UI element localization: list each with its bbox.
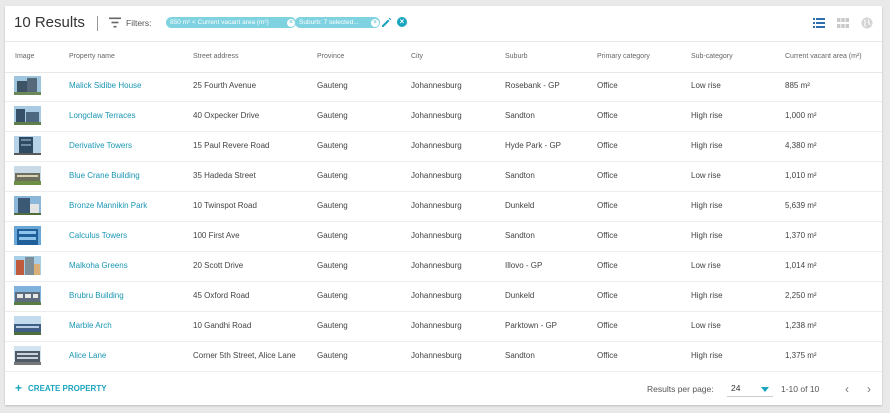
previous-page-icon[interactable]: ‹ — [845, 382, 849, 396]
sub-category-cell: High rise — [691, 231, 723, 240]
city-cell: Johannesburg — [411, 351, 462, 360]
pencil-icon[interactable] — [381, 17, 392, 28]
suburb-cell: Dunkeld — [505, 201, 535, 210]
province-cell: Gauteng — [317, 171, 348, 180]
table-row[interactable] — [5, 101, 882, 132]
filter-chip-label: Suburb: 7 selected... — [299, 19, 359, 26]
street-address-cell: 10 Gandhi Road — [193, 321, 252, 330]
results-toolbar — [5, 6, 882, 40]
street-address-cell: Corner 5th Street, Alice Lane — [193, 351, 296, 360]
table-footer — [5, 372, 882, 405]
city-cell: Johannesburg — [411, 261, 462, 270]
city-cell: Johannesburg — [411, 201, 462, 210]
primary-category-cell: Office — [597, 111, 618, 120]
vacant-area-cell: 1,000 m² — [785, 111, 817, 120]
property-name-link[interactable]: Bronze Mannikin Park — [69, 201, 148, 210]
column-header-vacant-area[interactable]: Current vacant area (m²) — [785, 53, 862, 60]
list-view-icon[interactable] — [813, 18, 825, 28]
suburb-cell: Sandton — [505, 231, 535, 240]
street-address-cell: 100 First Ave — [193, 231, 240, 240]
filter-icon[interactable] — [109, 17, 121, 28]
vacant-area-cell: 4,380 m² — [785, 141, 817, 150]
table-row[interactable] — [5, 251, 882, 282]
column-header-suburb[interactable]: Suburb — [505, 53, 528, 60]
city-cell: Johannesburg — [411, 111, 462, 120]
vacant-area-cell: 1,238 m² — [785, 321, 817, 330]
property-name-link[interactable]: Brubru Building — [69, 291, 124, 300]
street-address-cell: 35 Hadeda Street — [193, 171, 256, 180]
primary-category-cell: Office — [597, 201, 618, 210]
property-name-link[interactable]: Longclaw Terraces — [69, 111, 136, 120]
primary-category-cell: Office — [597, 231, 618, 240]
province-cell: Gauteng — [317, 231, 348, 240]
city-cell: Johannesburg — [411, 141, 462, 150]
column-header-property-name[interactable]: Property name — [69, 53, 115, 60]
clear-filters-icon[interactable]: × — [397, 17, 407, 27]
rows-per-page-select[interactable] — [727, 380, 773, 397]
street-address-cell: 10 Twinspot Road — [193, 201, 257, 210]
table-row[interactable] — [5, 71, 882, 102]
chip-remove-icon[interactable]: × — [288, 18, 294, 26]
column-header-province[interactable]: Province — [317, 53, 345, 60]
province-cell: Gauteng — [317, 261, 348, 270]
city-cell: Johannesburg — [411, 81, 462, 90]
primary-category-cell: Office — [597, 291, 618, 300]
property-thumbnail[interactable] — [14, 106, 41, 125]
create-property-label: CREATE PROPERTY — [28, 384, 107, 393]
province-cell: Gauteng — [317, 201, 348, 210]
suburb-cell: Parktown - GP — [505, 321, 558, 330]
chip-remove-icon[interactable]: × — [372, 18, 378, 26]
plus-icon: + — [15, 381, 23, 395]
sub-category-cell: Low rise — [691, 321, 721, 330]
vacant-area-cell: 1,010 m² — [785, 171, 817, 180]
results-card — [5, 6, 882, 405]
vacant-area-cell: 1,375 m² — [785, 351, 817, 360]
primary-category-cell: Office — [597, 171, 618, 180]
table-row[interactable] — [5, 131, 882, 162]
table-header — [5, 41, 882, 73]
street-address-cell: 45 Oxford Road — [193, 291, 250, 300]
filter-chip-label: 850 m² < Current vacant area (m²) — [170, 19, 269, 26]
rows-per-page-value: 24 — [731, 383, 741, 393]
province-cell: Gauteng — [317, 291, 348, 300]
primary-category-cell: Office — [597, 141, 618, 150]
table-row[interactable] — [5, 341, 882, 372]
column-header-primary-category[interactable]: Primary category — [597, 53, 650, 60]
table-row[interactable] — [5, 191, 882, 222]
property-thumbnail[interactable] — [14, 196, 41, 215]
province-cell: Gauteng — [317, 81, 348, 90]
primary-category-cell: Office — [597, 261, 618, 270]
province-cell: Gauteng — [317, 351, 348, 360]
property-thumbnail[interactable] — [14, 286, 41, 305]
globe-icon[interactable] — [861, 17, 873, 29]
property-name-link[interactable]: Alice Lane — [69, 351, 107, 360]
sub-category-cell: Low rise — [691, 81, 721, 90]
property-name-link[interactable]: Marble Arch — [69, 321, 112, 330]
table-row[interactable] — [5, 311, 882, 342]
suburb-cell: Hyde Park - GP — [505, 141, 562, 150]
next-page-icon[interactable]: › — [867, 382, 871, 396]
suburb-cell: Dunkeld — [505, 291, 535, 300]
column-header-street-address[interactable]: Street address — [193, 53, 239, 60]
property-name-link[interactable]: Malick Sidibe House — [69, 81, 142, 90]
property-thumbnail[interactable] — [14, 166, 41, 185]
filter-chip-vacant-area[interactable] — [166, 17, 296, 28]
column-header-image[interactable]: Image — [15, 53, 35, 60]
property-name-link[interactable]: Derivative Towers — [69, 141, 132, 150]
sub-category-cell: High rise — [691, 111, 723, 120]
city-cell: Johannesburg — [411, 231, 462, 240]
pagination-range: 1-10 of 10 — [781, 384, 820, 394]
street-address-cell: 20 Scott Drive — [193, 261, 244, 270]
filters-label: Filters: — [126, 18, 152, 28]
vacant-area-cell: 2,250 m² — [785, 291, 817, 300]
property-name-link[interactable]: Malkoha Greens — [69, 261, 128, 270]
property-thumbnail[interactable] — [14, 256, 41, 275]
property-thumbnail[interactable] — [14, 136, 41, 155]
chevron-down-icon — [761, 387, 769, 392]
primary-category-cell: Office — [597, 351, 618, 360]
vacant-area-cell: 1,370 m² — [785, 231, 817, 240]
property-thumbnail[interactable] — [14, 316, 41, 335]
sub-category-cell: High rise — [691, 201, 723, 210]
results-count-title: 10 Results — [14, 14, 85, 31]
street-address-cell: 15 Paul Revere Road — [193, 141, 270, 150]
street-address-cell: 40 Oxpecker Drive — [193, 111, 260, 120]
vacant-area-cell: 885 m² — [785, 81, 810, 90]
column-header-city[interactable]: City — [411, 53, 424, 60]
grid-view-icon[interactable] — [837, 18, 849, 28]
rows-per-page-label: Results per page: — [647, 384, 714, 394]
sub-category-cell: Low rise — [691, 171, 721, 180]
property-thumbnail[interactable] — [14, 76, 41, 95]
primary-category-cell: Office — [597, 81, 618, 90]
suburb-cell: Rosebank - GP — [505, 81, 560, 90]
province-cell: Gauteng — [317, 321, 348, 330]
city-cell: Johannesburg — [411, 321, 462, 330]
primary-category-cell: Office — [597, 321, 618, 330]
column-header-sub-category[interactable]: Sub-category — [691, 53, 733, 60]
street-address-cell: 25 Fourth Avenue — [193, 81, 257, 90]
table-row[interactable] — [5, 221, 882, 252]
sub-category-cell: High rise — [691, 291, 723, 300]
province-cell: Gauteng — [317, 111, 348, 120]
filter-chip-suburb[interactable] — [295, 17, 380, 28]
province-cell: Gauteng — [317, 141, 348, 150]
property-thumbnail[interactable] — [14, 346, 41, 365]
sub-category-cell: Low rise — [691, 261, 721, 270]
vacant-area-cell: 5,639 m² — [785, 201, 817, 210]
suburb-cell: Illovo - GP — [505, 261, 543, 270]
property-name-link[interactable]: Blue Crane Building — [69, 171, 140, 180]
property-thumbnail[interactable] — [14, 226, 41, 245]
sub-category-cell: High rise — [691, 141, 723, 150]
suburb-cell: Sandton — [505, 111, 535, 120]
table-row[interactable] — [5, 161, 882, 192]
suburb-cell: Sandton — [505, 351, 535, 360]
suburb-cell: Sandton — [505, 171, 535, 180]
create-property-button[interactable] — [15, 381, 107, 395]
toolbar-divider — [97, 16, 98, 31]
city-cell: Johannesburg — [411, 291, 462, 300]
city-cell: Johannesburg — [411, 171, 462, 180]
table-row[interactable] — [5, 281, 882, 312]
sub-category-cell: High rise — [691, 351, 723, 360]
property-name-link[interactable]: Calculus Towers — [69, 231, 128, 240]
vacant-area-cell: 1,014 m² — [785, 261, 817, 270]
